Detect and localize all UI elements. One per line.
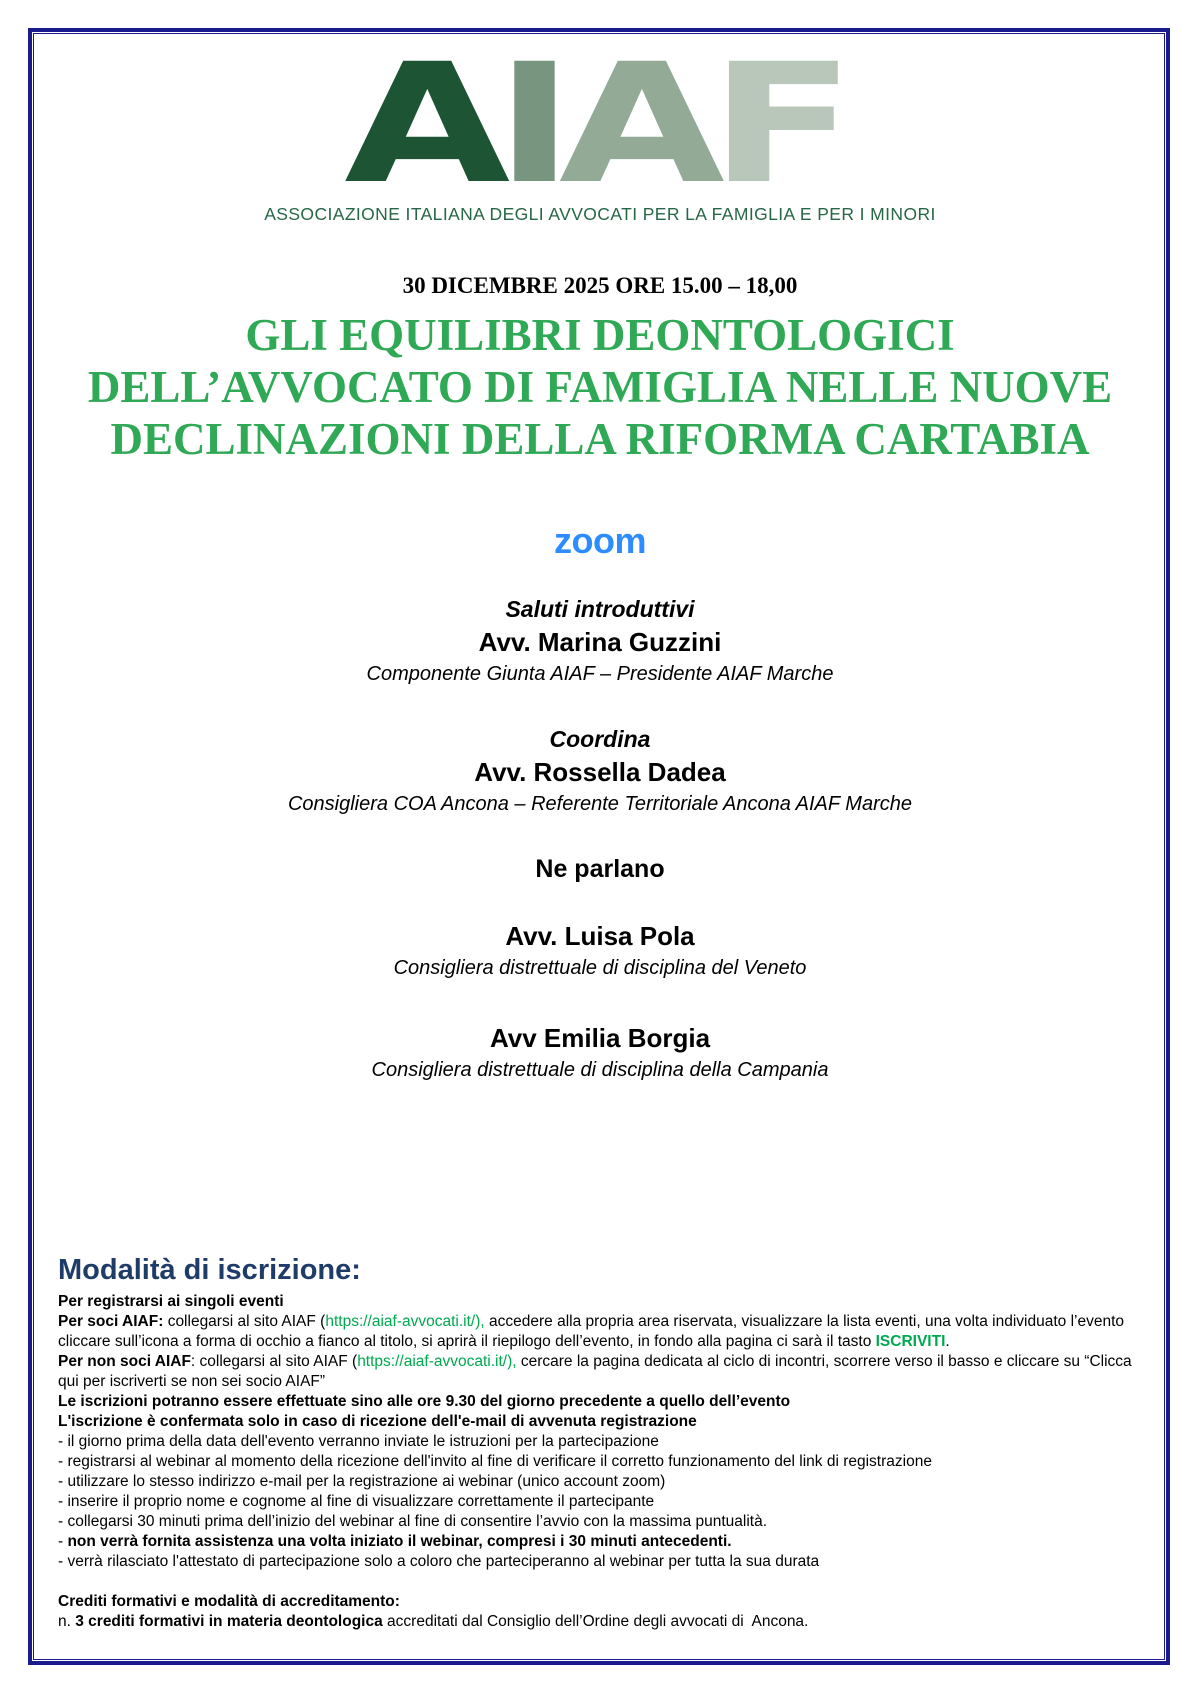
registration-paragraph <box>58 1512 1142 1532</box>
registration-paragraph <box>58 1392 1142 1412</box>
registration-paragraphs <box>58 1292 1142 1632</box>
aiaf-logo-letter: A <box>558 28 725 220</box>
text-run: collegarsi al sito AIAF ( <box>167 1313 326 1330</box>
section-heading-ne-parlano: Ne parlano <box>535 855 665 883</box>
event-title-line1: GLI EQUILIBRI DEONTOLOGICI <box>245 310 955 360</box>
event-datetime: 30 DICEMBRE 2025 ORE 15.00 – 18,00 <box>402 273 798 298</box>
text-run: - utilizzare lo stesso indirizzo e-mail per la registrazione ai webinar (unico account zoom) <box>58 1473 666 1490</box>
speaker-name-guzzini: Avv. Marina Guzzini <box>478 627 722 657</box>
zoom-logo: zoom <box>554 520 646 561</box>
text-run: ISCRIVITI <box>875 1333 946 1350</box>
speaker-name-dadea: Avv. Rossella Dadea <box>474 757 726 787</box>
event-title <box>58 309 1142 465</box>
speaker-role-pola: Consigliera distrettuale di disciplina del Veneto <box>393 957 807 979</box>
text-run: accedere alla propria area riservata, visualizzare la lista eventi, una volta individuato l’evento cliccare sull’icona a forma di occhio a fianco al titolo, si aprirà il riepilogo dell’evento, in fondo alla pagina ci sarà il tasto <box>58 1313 1129 1350</box>
event-title-line3: DECLINAZIONI DELLA RIFORMA CARTABIA <box>110 414 1090 464</box>
registration-paragraph <box>58 1352 1142 1392</box>
registration-paragraph <box>58 1592 1142 1612</box>
speaker-role-guzzini: Componente Giunta AIAF – Presidente AIAF Marche <box>366 663 834 685</box>
speaker-role-dadea: Consigliera COA Ancona – Referente Territoriale Ancona AIAF Marche <box>287 793 912 815</box>
program-block-coordina <box>58 723 1142 819</box>
registration-paragraph <box>58 1432 1142 1452</box>
section-heading-coordina: Coordina <box>549 726 651 752</box>
text-run: non verrà fornita assistenza una volta iniziato il webinar, compresi i 30 minuti antecedenti. <box>67 1533 732 1550</box>
registration-paragraph <box>58 1612 1142 1632</box>
text-run: - il giorno prima della data dell'evento verranno inviate le istruzioni per la partecipazione <box>58 1433 659 1450</box>
program-block-pola <box>58 919 1142 983</box>
registration-paragraph <box>58 1552 1142 1572</box>
program-block-saluti <box>58 593 1142 689</box>
registration-paragraph <box>58 1532 1142 1552</box>
text-run: - registrarsi al webinar al momento della ricezione dell'invito al fine di verificare il corretto funzionamento del link di registrazione <box>58 1453 932 1470</box>
text-run: . <box>945 1333 950 1350</box>
registration-link[interactable]: https://aiaf-avvocati.it/), <box>357 1353 517 1370</box>
speaker-name-borgia: Avv Emilia Borgia <box>489 1023 711 1053</box>
text-run: cercare la pagina dedicata al ciclo di incontri, scorrere verso il basso e cliccare su “Clicca qui per iscriverti se non sei socio AIAF” <box>58 1353 1136 1390</box>
registration-paragraph <box>58 1312 1142 1352</box>
event-title-line2: DELL’AVVOCATO DI FAMIGLIA NELLE NUOVE <box>87 362 1113 412</box>
text-run: Per registrarsi ai singoli eventi <box>58 1293 284 1310</box>
flyer-content <box>58 28 1142 1632</box>
text-run: : collegarsi al sito AIAF ( <box>190 1353 358 1370</box>
section-heading-saluti: Saluti introduttivi <box>505 596 695 622</box>
text-run: - inserire il proprio nome e cognome al fine di visualizzare correttamente il partecipante <box>58 1493 655 1510</box>
speaker-name-pola: Avv. Luisa Pola <box>505 921 695 951</box>
text-run: Crediti formativi e modalità di accreditamento: <box>58 1593 400 1610</box>
program-block-borgia <box>58 1021 1142 1085</box>
aiaf-logo-tagline: ASSOCIAZIONE ITALIANA DEGLI AVVOCATI PER LA FAMIGLIA E PER I MINORI <box>264 204 936 224</box>
text-run: - verrà rilasciato l'attestato di partecipazione solo a coloro che parteciperanno al webinar per tutta la sua durata <box>58 1553 820 1570</box>
registration-heading: Modalità di iscrizione: <box>58 1254 361 1286</box>
registration-paragraph <box>58 1492 1142 1512</box>
text-run: Per soci AIAF: <box>58 1313 168 1330</box>
aiaf-logo <box>58 28 1142 225</box>
text-run: accreditati dal Consiglio dell’Ordine degli avvocati di Ancona. <box>382 1613 809 1630</box>
aiaf-logo-letter: F <box>709 28 856 220</box>
text-run: n. <box>58 1613 76 1630</box>
registration-paragraph <box>58 1572 1142 1592</box>
text-run: 3 crediti formativi in materia deontologica <box>75 1613 383 1630</box>
text-run: - <box>58 1533 68 1550</box>
aiaf-logo-letter: A <box>344 28 511 220</box>
registration-section <box>58 1253 1142 1632</box>
registration-link[interactable]: https://aiaf-avvocati.it/), <box>325 1313 485 1330</box>
text-run: Le iscrizioni potranno essere effettuate sino alle ore 9.30 del giorno precedente a quello dell’evento <box>58 1393 791 1410</box>
registration-paragraph <box>58 1452 1142 1472</box>
registration-paragraph <box>58 1292 1142 1312</box>
text-run: L'iscrizione è confermata solo in caso di ricezione dell'e-mail di avvenuta registrazione <box>58 1413 697 1430</box>
registration-paragraph <box>58 1472 1142 1492</box>
text-run: Per non soci AIAF <box>58 1353 191 1370</box>
aiaf-logo-letter: I <box>494 28 575 220</box>
speaker-role-borgia: Consigliera distrettuale di disciplina della Campania <box>371 1059 829 1081</box>
registration-paragraph <box>58 1412 1142 1432</box>
text-run: - collegarsi 30 minuti prima dell’inizio del webinar al fine di consentire l’avvio con la massima puntualità. <box>58 1513 768 1530</box>
